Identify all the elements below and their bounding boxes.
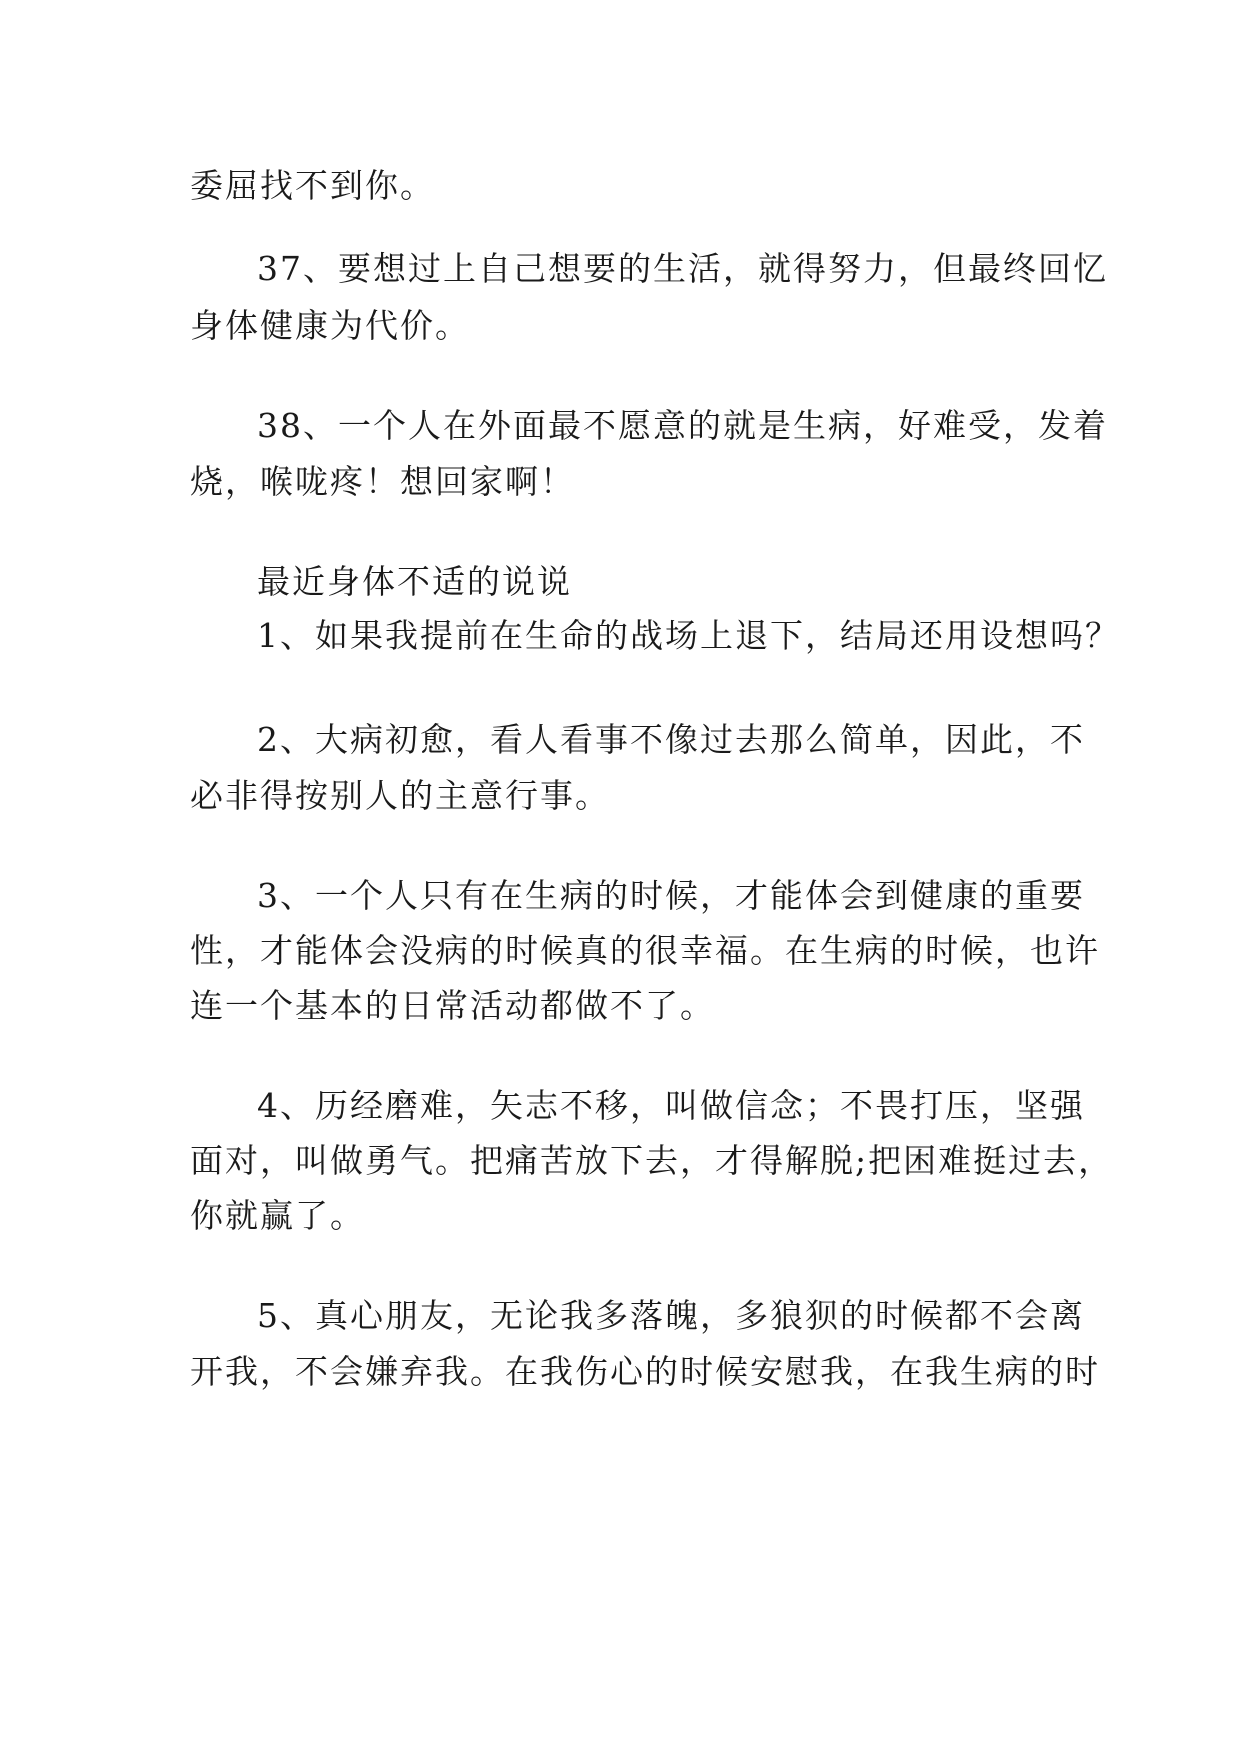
text-line: 5、真心朋友，无论我多落魄，多狼狈的时候都不会离	[257, 1296, 1085, 1335]
text-line: 37、要想过上自己想要的生活，就得努力，但最终回忆	[257, 249, 1108, 288]
text-line: 性，才能体会没病的时候真的很幸福。在生病的时候，也许	[190, 931, 1100, 970]
text-line: 4、历经磨难，矢志不移，叫做信念；不畏打压，坚强	[257, 1086, 1085, 1125]
text-line: 烧，喉咙疼！想回家啊！	[190, 462, 575, 501]
text-line: 面对，叫做勇气。把痛苦放下去，才得解脱;把困难挺过去，	[190, 1141, 1114, 1180]
text-line: 1、如果我提前在生命的战场上退下，结局还用设想吗？	[257, 616, 1120, 655]
text-line: 连一个基本的日常活动都做不了。	[190, 986, 715, 1025]
text-line: 你就赢了。	[190, 1196, 365, 1235]
text-line: 2、大病初愈，看人看事不像过去那么简单，因此，不	[257, 720, 1085, 759]
text-line: 3、一个人只有在生病的时候，才能体会到健康的重要	[257, 876, 1085, 915]
text-line: 身体健康为代价。	[190, 306, 470, 345]
text-line: 委屈找不到你。	[190, 166, 435, 205]
text-line: 必非得按别人的主意行事。	[190, 776, 610, 815]
text-line: 38、一个人在外面最不愿意的就是生病，好难受，发着	[257, 406, 1108, 445]
section-heading: 最近身体不适的说说	[257, 562, 572, 601]
text-line: 开我，不会嫌弃我。在我伤心的时候安慰我，在我生病的时	[190, 1352, 1100, 1391]
